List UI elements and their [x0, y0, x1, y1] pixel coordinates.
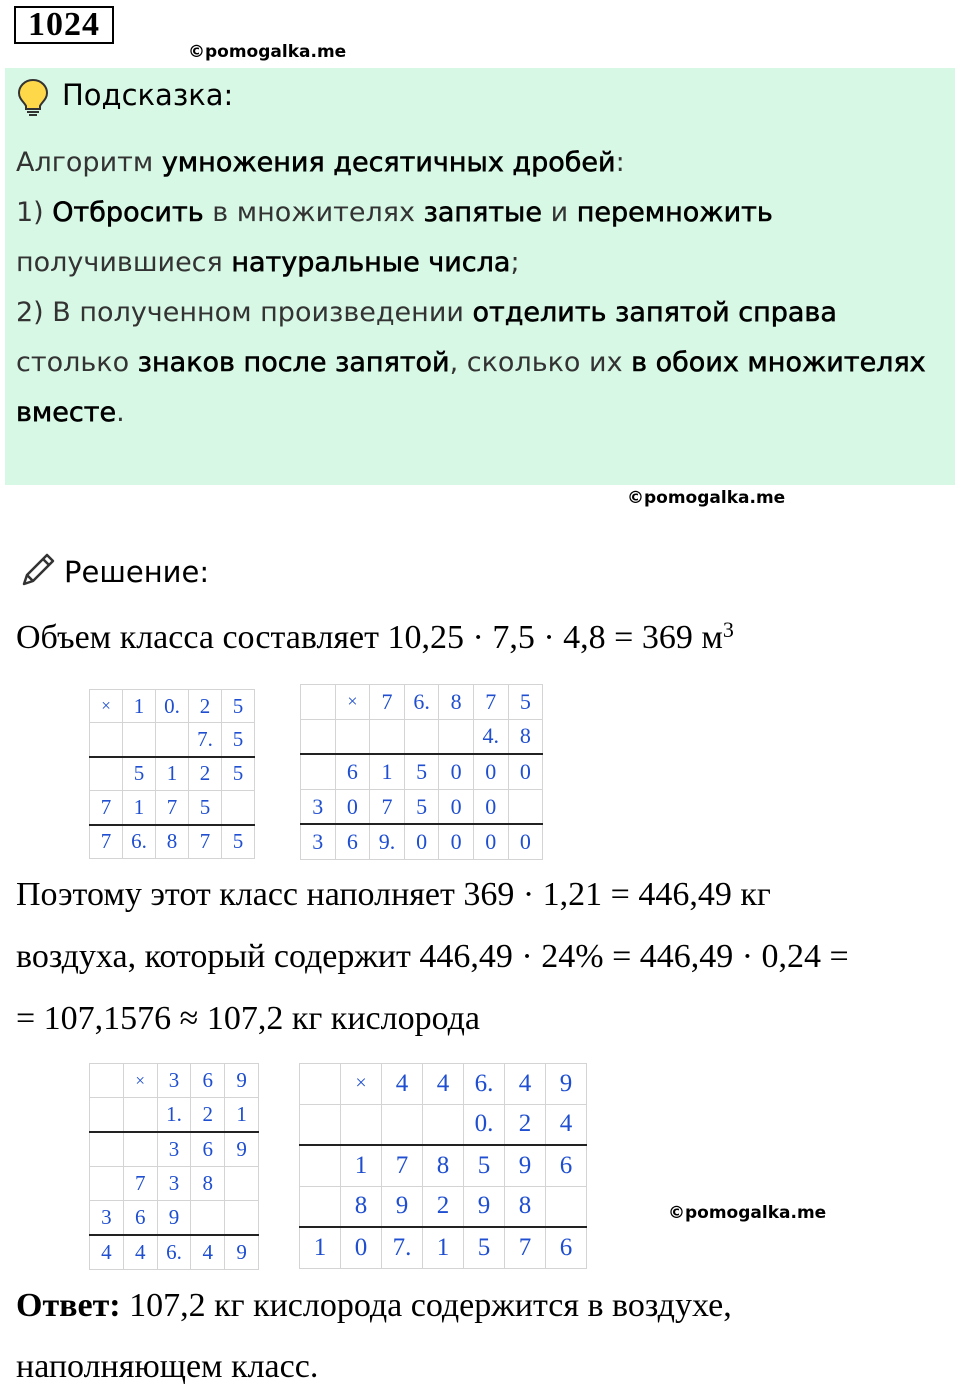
table-cell [508, 789, 543, 824]
table-cell: × [90, 690, 123, 723]
table-cell: 0 [439, 824, 474, 859]
hint-emphasis: знаков после запятой [137, 347, 450, 378]
table-cell: 3 [301, 824, 336, 859]
table-cell [156, 723, 189, 757]
answer-line-1 [16, 1287, 732, 1325]
table-cell: 3 [157, 1167, 191, 1201]
volume-text: Объем класса составляет 10,25 · 7,5 · 4,8 = 369 м [16, 619, 723, 656]
pencil-icon [18, 550, 58, 590]
table-cell: 1 [156, 757, 189, 791]
hint-text-segment: , сколько их [449, 347, 632, 378]
table-cell: 4 [123, 1235, 157, 1270]
table-row [90, 825, 255, 859]
table-cell: 8 [508, 719, 543, 754]
answer-line-2: наполняющем класс. [16, 1348, 319, 1385]
lightbulb-icon [16, 78, 50, 116]
table-cell: 5 [222, 690, 255, 723]
table-row [90, 690, 255, 723]
table-row [301, 685, 543, 720]
table-cell [90, 1167, 124, 1201]
table-cell: 8 [439, 685, 474, 720]
table-cell: 1 [225, 1098, 259, 1133]
hint-emphasis: перемножить [576, 197, 773, 228]
table-cell: × [335, 685, 370, 720]
table-cell [404, 719, 439, 754]
solution-title: Решение: [64, 555, 210, 589]
table-cell: 0 [439, 754, 474, 789]
table-cell: 9 [546, 1064, 587, 1105]
table-cell: 5 [123, 757, 156, 791]
table-cell: 4 [546, 1104, 587, 1145]
table-cell: 3 [301, 789, 336, 824]
table-row [301, 719, 543, 754]
hint-text-segment: : [615, 147, 625, 178]
table-cell: 7 [123, 1167, 157, 1201]
table-cell: 2 [189, 690, 222, 723]
solution-line-1 [16, 619, 734, 657]
table-cell [90, 1064, 124, 1098]
table-cell: 1. [157, 1098, 191, 1133]
hint-text-segment: 1) [16, 197, 53, 228]
table-cell [423, 1104, 464, 1145]
table-cell [439, 719, 474, 754]
table-cell [300, 1186, 341, 1227]
table-cell: 7 [90, 791, 123, 825]
table-cell: 2 [191, 1098, 225, 1133]
table-cell: 6. [123, 825, 156, 859]
table-cell: 4. [473, 719, 508, 754]
hint-emphasis: Отбросить [52, 197, 204, 228]
table-cell: 5 [222, 757, 255, 791]
table-cell: 0 [335, 789, 370, 824]
table-cell: 0 [473, 754, 508, 789]
table-cell [335, 719, 370, 754]
table-cell: 9 [382, 1186, 423, 1227]
table-row [300, 1227, 587, 1268]
table-cell: 0 [439, 789, 474, 824]
watermark: ©pomogalka.me [627, 488, 786, 508]
table-cell: 9. [370, 824, 405, 859]
table-cell: 5 [508, 685, 543, 720]
table-row [301, 824, 543, 859]
table-cell [222, 791, 255, 825]
table-cell: 1 [123, 791, 156, 825]
table-cell: 1 [123, 690, 156, 723]
hint-paragraph-2 [16, 188, 946, 288]
table-row [90, 791, 255, 825]
hint-text [16, 138, 946, 438]
table-row [300, 1186, 587, 1227]
table-cell: 2 [505, 1104, 546, 1145]
table-cell: 7 [156, 791, 189, 825]
table-cell: 0 [473, 789, 508, 824]
table-cell: 6 [335, 754, 370, 789]
table-cell: 6 [123, 1201, 157, 1236]
table-cell: 8 [156, 825, 189, 859]
table-cell: 7. [189, 723, 222, 757]
table-cell: × [341, 1064, 382, 1105]
table-cell: 5 [464, 1145, 505, 1186]
table-cell: 1 [370, 754, 405, 789]
hint-emphasis: умножения десятичных дробей [161, 147, 616, 178]
hint-title: Подсказка: [62, 78, 234, 112]
table-row [90, 1064, 259, 1098]
table-cell: 7 [90, 825, 123, 859]
table-cell: 9 [157, 1201, 191, 1236]
table-cell: 0 [341, 1227, 382, 1268]
table-cell: 2 [423, 1186, 464, 1227]
table-cell: 8 [191, 1167, 225, 1201]
table-cell: 6. [157, 1235, 191, 1270]
hint-text-segment: столько [16, 347, 138, 378]
hint-paragraph-3 [16, 288, 946, 438]
cube-exponent: 3 [722, 617, 734, 642]
table-cell: 7 [382, 1145, 423, 1186]
table-cell: 7 [370, 685, 405, 720]
table-cell: 9 [225, 1235, 259, 1270]
table-cell [123, 1098, 157, 1133]
hint-emphasis: в обоих множителях вместе [16, 347, 926, 428]
hint-text-segment: и [541, 197, 577, 228]
watermark: ©pomogalka.me [188, 42, 347, 62]
table-cell: 5 [404, 789, 439, 824]
table-cell: 6 [546, 1145, 587, 1186]
table-cell: 0. [464, 1104, 505, 1145]
table-cell [301, 685, 336, 720]
multiplication-table-3 [89, 1063, 259, 1270]
multiplication-table-2 [300, 684, 543, 860]
table-cell: 5 [189, 791, 222, 825]
table-cell [341, 1104, 382, 1145]
table-row [90, 1098, 259, 1133]
table-cell: 7. [382, 1227, 423, 1268]
table-cell: 2 [189, 757, 222, 791]
table-cell: 1 [423, 1227, 464, 1268]
table-row [90, 1235, 259, 1270]
table-cell [123, 1132, 157, 1167]
table-row [301, 789, 543, 824]
table-cell: 4 [505, 1064, 546, 1105]
table-cell: 7 [189, 825, 222, 859]
table-cell [301, 754, 336, 789]
watermark: ©pomogalka.me [668, 1203, 827, 1223]
solution-line-2: Поэтому этот класс наполняет 369 · 1,21 = 446,49 кг [16, 876, 771, 913]
table-row [90, 1132, 259, 1167]
table-cell: 9 [225, 1064, 259, 1098]
table-cell: 8 [341, 1186, 382, 1227]
table-cell: 7 [370, 789, 405, 824]
table-cell [123, 723, 156, 757]
table-cell [382, 1104, 423, 1145]
table-cell: 5 [404, 754, 439, 789]
table-row [90, 1201, 259, 1236]
solution-line-3: воздуха, который содержит 446,49 · 24% = 446,49 · 0,24 = [16, 938, 849, 975]
table-cell: 0 [404, 824, 439, 859]
table-cell [225, 1167, 259, 1201]
table-cell [90, 1132, 124, 1167]
table-cell: 9 [505, 1145, 546, 1186]
table-cell: 7 [473, 685, 508, 720]
hint-text-segment: ; [510, 247, 520, 278]
table-cell: 6 [546, 1227, 587, 1268]
table-cell: 3 [157, 1064, 191, 1098]
table-cell: 1 [300, 1227, 341, 1268]
hint-emphasis: натуральные числа [231, 247, 511, 278]
table-cell [546, 1186, 587, 1227]
hint-paragraph-1 [16, 138, 946, 188]
table-cell [90, 757, 123, 791]
hint-emphasis: запятые [423, 197, 542, 228]
table-cell: 8 [505, 1186, 546, 1227]
hint-text-segment: Алгоритм [16, 147, 162, 178]
table-cell: 9 [225, 1132, 259, 1167]
multiplication-table-4 [299, 1063, 587, 1269]
answer-text: 107,2 кг кислорода содержится в воздухе, [120, 1287, 732, 1324]
table-cell: 0 [473, 824, 508, 859]
table-cell: 6 [191, 1064, 225, 1098]
table-cell: 5 [222, 825, 255, 859]
table-cell: 0 [508, 754, 543, 789]
table-cell: 7 [505, 1227, 546, 1268]
multiplication-table-1 [89, 689, 255, 859]
table-row [90, 757, 255, 791]
table-cell [191, 1201, 225, 1236]
table-cell: 4 [382, 1064, 423, 1105]
table-cell: 0 [508, 824, 543, 859]
table-cell: 6 [335, 824, 370, 859]
table-cell: 3 [90, 1201, 124, 1236]
table-cell [300, 1145, 341, 1186]
table-row [90, 1167, 259, 1201]
table-row [90, 723, 255, 757]
table-cell [370, 719, 405, 754]
table-cell: × [123, 1064, 157, 1098]
answer-label: Ответ: [16, 1287, 121, 1324]
table-cell [90, 723, 123, 757]
table-cell [300, 1104, 341, 1145]
hint-emphasis: отделить запятой справа [472, 297, 837, 328]
solution-line-4: = 107,1576 ≈ 107,2 кг кислорода [16, 1000, 480, 1037]
table-row [300, 1104, 587, 1145]
table-cell: 6. [404, 685, 439, 720]
table-row [300, 1064, 587, 1105]
table-cell: 6 [191, 1132, 225, 1167]
hint-text-segment: . [116, 397, 125, 428]
problem-number: 1024 [14, 6, 114, 44]
hint-text-segment: в множителях [203, 197, 424, 228]
hint-text-segment: получившиеся [16, 247, 232, 278]
table-cell: 4 [423, 1064, 464, 1105]
table-cell: 3 [157, 1132, 191, 1167]
table-cell: 9 [464, 1186, 505, 1227]
table-cell: 8 [423, 1145, 464, 1186]
hint-text-segment: 2) В полученном произведении [16, 297, 473, 328]
table-cell: 1 [341, 1145, 382, 1186]
table-cell [225, 1201, 259, 1236]
table-row [301, 754, 543, 789]
table-cell [90, 1098, 124, 1133]
table-cell: 6. [464, 1064, 505, 1105]
table-cell: 4 [90, 1235, 124, 1270]
table-row [300, 1145, 587, 1186]
table-cell: 4 [191, 1235, 225, 1270]
table-cell: 5 [222, 723, 255, 757]
table-cell: 5 [464, 1227, 505, 1268]
table-cell [300, 1064, 341, 1105]
table-cell: 0. [156, 690, 189, 723]
table-cell [301, 719, 336, 754]
